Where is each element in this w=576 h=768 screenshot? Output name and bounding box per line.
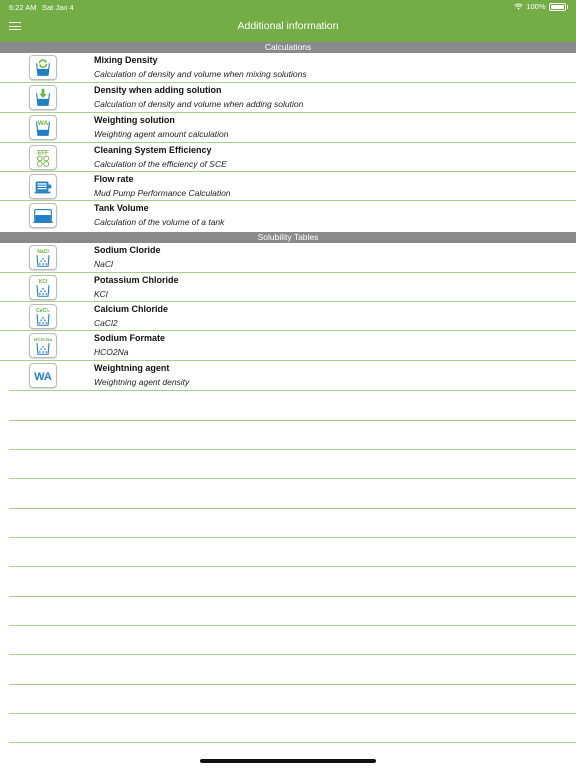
icon-label: EFF — [37, 150, 49, 157]
pump-icon — [29, 174, 57, 199]
item-title: Density when adding solution — [94, 85, 222, 95]
empty-row-divider — [9, 654, 576, 655]
list-item-calcium-chloride[interactable] — [0, 302, 576, 331]
weighting-solution-icon — [29, 115, 57, 140]
empty-row-divider — [9, 508, 576, 509]
battery-icon — [549, 3, 566, 11]
list-item-sodium-chloride[interactable] — [0, 243, 576, 272]
mixing-density-icon — [29, 55, 57, 80]
empty-row-divider — [9, 713, 576, 714]
icon-label: CaCl₂ — [36, 307, 50, 314]
item-subtitle: Weightning agent density — [94, 377, 190, 387]
list-item-sodium-formate[interactable] — [0, 331, 576, 360]
empty-row-divider — [9, 596, 576, 597]
item-title: Mixing Density — [94, 55, 158, 65]
list-item-potassium-chloride[interactable] — [0, 273, 576, 302]
item-subtitle: CaCl2 — [94, 318, 118, 328]
empty-row-divider — [9, 566, 576, 567]
item-title: Potassium Chloride — [94, 275, 179, 285]
list-item-flow-rate[interactable] — [0, 172, 576, 201]
icon-label: KCl — [38, 278, 48, 285]
hco2na-beaker-icon — [29, 333, 57, 358]
empty-row-divider — [9, 390, 576, 391]
item-subtitle: Mud Pump Performance Calculation — [94, 188, 231, 198]
navigation-bar — [0, 0, 576, 42]
empty-row-divider — [9, 449, 576, 450]
item-subtitle: HCO2Na — [94, 347, 129, 357]
item-title: Weighting solution — [94, 115, 175, 125]
adding-solution-icon — [29, 85, 57, 110]
list-item-tank-volume[interactable] — [0, 201, 576, 230]
section-header-calculations: Calculations — [0, 42, 576, 53]
icon-label: WA — [34, 371, 52, 384]
cacl2-beaker-icon — [29, 304, 57, 329]
item-subtitle: Weighting agent amount calculation — [94, 129, 229, 139]
item-title: Tank Volume — [94, 203, 149, 213]
empty-row-divider — [9, 625, 576, 626]
empty-row-divider — [9, 684, 576, 685]
item-subtitle: Calculation of the volume of a tank — [94, 217, 225, 227]
item-title: Weightning agent — [94, 363, 170, 373]
page-title: Additional information — [237, 20, 339, 32]
item-subtitle: Calculation of density and volume when mixing solutions — [94, 69, 307, 79]
icon-label: WA — [37, 120, 49, 128]
item-title: Calcium Chloride — [94, 304, 169, 314]
list-item-weightning-agent[interactable] — [0, 361, 576, 390]
list-item-weighting-solution[interactable] — [0, 113, 576, 142]
list-item-mixing-density[interactable] — [0, 53, 576, 82]
icon-label: NaCl — [37, 248, 49, 255]
tank-icon — [29, 203, 57, 228]
kcl-beaker-icon — [29, 275, 57, 300]
item-title: Sodium Formate — [94, 333, 166, 343]
icon-label: HCO₂Na — [33, 336, 53, 342]
item-subtitle: Calculation of density and volume when adding solution — [94, 99, 304, 109]
empty-row-divider — [9, 420, 576, 421]
status-time: 6:22 AM — [9, 3, 37, 12]
item-title: Cleaning System Efficiency — [94, 145, 212, 155]
efficiency-icon — [29, 145, 57, 170]
empty-row-divider — [9, 742, 576, 743]
section-header-solubility-tables: Solubility Tables — [0, 232, 576, 243]
item-subtitle: NaCl — [94, 259, 113, 269]
empty-row-divider — [9, 537, 576, 538]
list-item-density-adding-solution[interactable] — [0, 83, 576, 112]
status-bar — [0, 0, 576, 14]
item-title: Sodium Cloride — [94, 245, 161, 255]
wifi-icon — [514, 3, 523, 10]
wa-icon — [29, 363, 57, 388]
item-subtitle: KCl — [94, 289, 108, 299]
battery-percent: 100% — [526, 2, 546, 11]
home-indicator[interactable] — [200, 759, 376, 763]
battery-tip — [567, 5, 569, 9]
status-date: Sat Jan 4 — [42, 3, 74, 12]
list-item-cleaning-efficiency[interactable] — [0, 143, 576, 172]
empty-row-divider — [9, 478, 576, 479]
item-subtitle: Calculation of the efficiency of SCE — [94, 159, 227, 169]
nacl-beaker-icon — [29, 245, 57, 270]
item-title: Flow rate — [94, 174, 134, 184]
status-indicators — [514, 2, 568, 11]
